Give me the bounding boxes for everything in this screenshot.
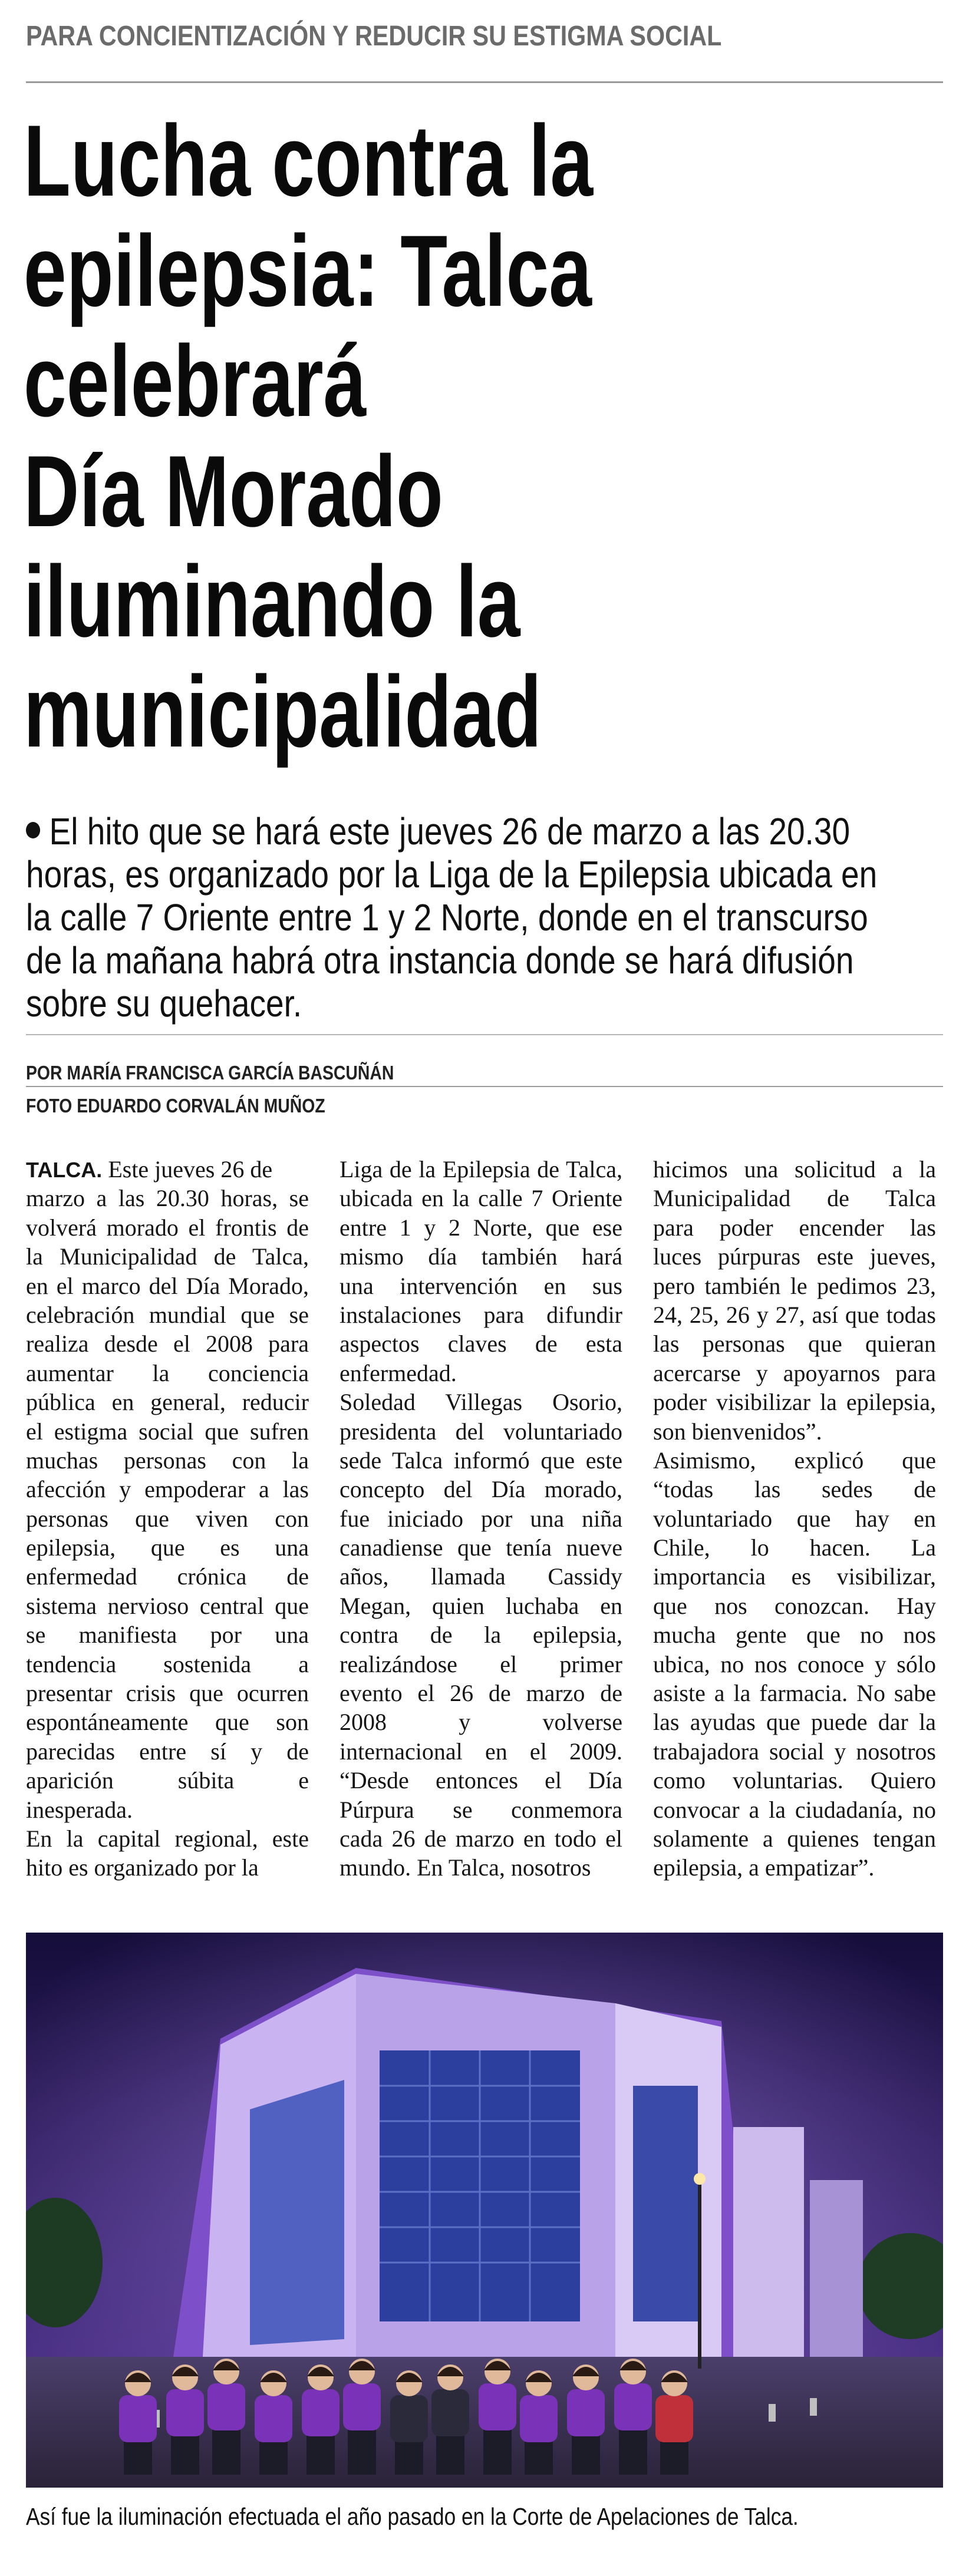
- body-line: una intervención en sus: [340, 1272, 622, 1299]
- article-photo: [26, 1933, 943, 2488]
- body-line: acercarse y apoyarnos para: [653, 1359, 936, 1386]
- body-line: solamente a quienes tengan: [653, 1825, 936, 1852]
- body-line: Asimismo, explicó que: [653, 1446, 936, 1474]
- body-line: son bienvenidos”.: [653, 1418, 822, 1445]
- body-line: en el marco del Día Morado,: [26, 1272, 309, 1299]
- body-line: “todas las sedes de: [653, 1476, 936, 1503]
- body-line: fue iniciado por una niña: [340, 1505, 622, 1532]
- body-line: “Desde entonces el Día: [340, 1767, 622, 1794]
- headline-line: Día Morado: [24, 435, 443, 548]
- body-line: pública en general, reducir: [26, 1389, 309, 1416]
- body-line: entre 1 y 2 Norte, que ese: [340, 1214, 622, 1241]
- body-line: años, llamada Cassidy: [340, 1563, 622, 1590]
- body-line: contra de la epilepsia,: [340, 1621, 622, 1649]
- body-line: Chile, lo hacen. La: [653, 1534, 936, 1561]
- headline-line: municipalidad: [24, 655, 542, 768]
- body-column-2: [340, 1155, 622, 1883]
- body-line: la Municipalidad de Talca,: [26, 1243, 309, 1270]
- body-line: ubicada en la calle 7 Oriente: [340, 1185, 622, 1212]
- deck-rule: [26, 1034, 943, 1035]
- top-rule: [26, 81, 943, 83]
- headline-line: epilepsia: Talca: [24, 214, 592, 328]
- body-line: tendencia sostenida a: [26, 1650, 309, 1677]
- body-line: sede Talca informó que este: [340, 1446, 622, 1474]
- body-line: hito es organizado por la: [26, 1854, 259, 1881]
- deck-line: El hito que se hará este jueves 26 de marzo a las 20.30: [49, 810, 851, 853]
- body-line: presidenta del voluntariado: [340, 1418, 622, 1445]
- body-line: evento el 26 de marzo de: [340, 1680, 622, 1707]
- body-line: aparición súbita e: [26, 1767, 309, 1794]
- body-line: canadiense que tenía nueve: [340, 1534, 622, 1561]
- body-line: Soledad Villegas Osorio,: [340, 1389, 622, 1416]
- body-line: el estigma social que sufren: [26, 1418, 309, 1445]
- body-line: las personas que quieran: [653, 1330, 936, 1358]
- deck-line: sobre su quehacer.: [26, 982, 302, 1025]
- headline-line: Lucha contra la: [24, 104, 594, 217]
- body-line: Púrpura se conmemora: [340, 1796, 622, 1823]
- body-line: se manifiesta por una: [26, 1621, 309, 1649]
- body-line: epilepsia, que es una: [26, 1534, 309, 1561]
- body-line: convocar a la ciudadanía, no: [653, 1796, 936, 1823]
- deck-line: la calle 7 Oriente entre 1 y 2 Norte, donde en el transcurso: [26, 896, 868, 939]
- body-line-text: Este jueves 26 de: [102, 1156, 273, 1183]
- body-line: muchas personas con la: [26, 1446, 309, 1474]
- body-line: afección y empoderar a las: [26, 1476, 309, 1503]
- byline-author: POR MARÍA FRANCISCA GARCÍA BASCUÑÁN: [26, 1062, 394, 1084]
- byline-photo: FOTO EDUARDO CORVALÁN MUÑOZ: [26, 1095, 325, 1117]
- body-line: como voluntarias. Quiero: [653, 1767, 936, 1794]
- body-line: presentar crisis que ocurren: [26, 1680, 309, 1707]
- bullet-icon: [26, 822, 40, 838]
- body-line: poder visibilizar la epilepsia,: [653, 1389, 936, 1416]
- body-line: inesperada.: [26, 1796, 133, 1823]
- body-line: marzo a las 20.30 horas, se: [26, 1185, 309, 1212]
- dateline-place: TALCA.: [26, 1158, 103, 1182]
- byline-rule: [26, 1086, 943, 1087]
- body-line: 2008 y volverse: [340, 1709, 622, 1736]
- body-line: Liga de la Epilepsia de Talca,: [340, 1156, 622, 1183]
- photo-illustration: [26, 1933, 943, 2488]
- body-line: importancia es visibilizar,: [653, 1563, 936, 1590]
- body-line: personas que viven con: [26, 1505, 309, 1532]
- body-line: aspectos claves de esta: [340, 1330, 622, 1358]
- body-line: concepto del Día morado,: [340, 1476, 622, 1503]
- body-column-1: [26, 1155, 309, 1883]
- body-line: internacional en el 2009.: [340, 1738, 622, 1765]
- body-line: mundo. En Talca, nosotros: [340, 1854, 591, 1881]
- body-line: enfermedad.: [340, 1359, 457, 1386]
- kicker: PARA CONCIENTIZACIÓN Y REDUCIR SU ESTIGMA SOCIAL: [26, 21, 722, 52]
- headline: [24, 106, 785, 767]
- body-line: Municipalidad de Talca: [653, 1185, 936, 1212]
- headline-line: iluminando la: [24, 545, 520, 658]
- body-line: para poder encender las: [653, 1214, 936, 1241]
- deck-line: de la mañana habrá otra instancia donde se hará difusión: [26, 939, 854, 982]
- deck: [26, 810, 938, 1025]
- body-line: sistema nervioso central que: [26, 1592, 309, 1619]
- body-column-3: [653, 1155, 936, 1883]
- body-line: asiste a la farmacia. No sabe: [653, 1680, 936, 1707]
- body-line: mucha gente que no nos: [653, 1621, 936, 1649]
- body-line: [26, 1155, 309, 1184]
- body-line: voluntariado que hay en: [653, 1505, 936, 1532]
- body-line: ubica, no nos conoce y sólo: [653, 1650, 936, 1677]
- body-line: aumentar la conciencia: [26, 1359, 309, 1386]
- body-line: mismo día también hará: [340, 1243, 622, 1270]
- body-line: Megan, quien luchaba en: [340, 1592, 622, 1619]
- headline-line: celebrará: [24, 325, 367, 438]
- body-line: epilepsia, a empatizar”.: [653, 1854, 875, 1881]
- body-line: cada 26 de marzo en todo el: [340, 1825, 622, 1852]
- body-line: En la capital regional, este: [26, 1825, 309, 1852]
- body-line: enfermedad crónica de: [26, 1563, 309, 1590]
- body-line: que nos conozcan. Hay: [653, 1592, 936, 1619]
- body-line: 24, 25, 26 y 27, así que todas: [653, 1301, 936, 1328]
- body-line: espontáneamente que son: [26, 1709, 309, 1736]
- body-line: las ayudas que puede dar la: [653, 1709, 936, 1736]
- photo-caption: Así fue la iluminación efectuada el año pasado en la Corte de Apelaciones de Talca.: [26, 2503, 799, 2530]
- body-line: instalaciones para difundir: [340, 1301, 622, 1328]
- body-line: volverá morado el frontis de: [26, 1214, 309, 1241]
- body-line: parecidas entre sí y de: [26, 1738, 309, 1765]
- body-line: celebración mundial que se: [26, 1301, 309, 1328]
- body-line: trabajadora social y nosotros: [653, 1738, 936, 1765]
- body-line: luces púrpuras este jueves,: [653, 1243, 936, 1270]
- body-line: realizándose el primer: [340, 1650, 622, 1677]
- body-line: pero también le pedimos 23,: [653, 1272, 936, 1299]
- deck-line: horas, es organizado por la Liga de la Epilepsia ubicada en: [26, 853, 878, 896]
- body-line: realiza desde el 2008 para: [26, 1330, 309, 1358]
- body-line: hicimos una solicitud a la: [653, 1156, 936, 1183]
